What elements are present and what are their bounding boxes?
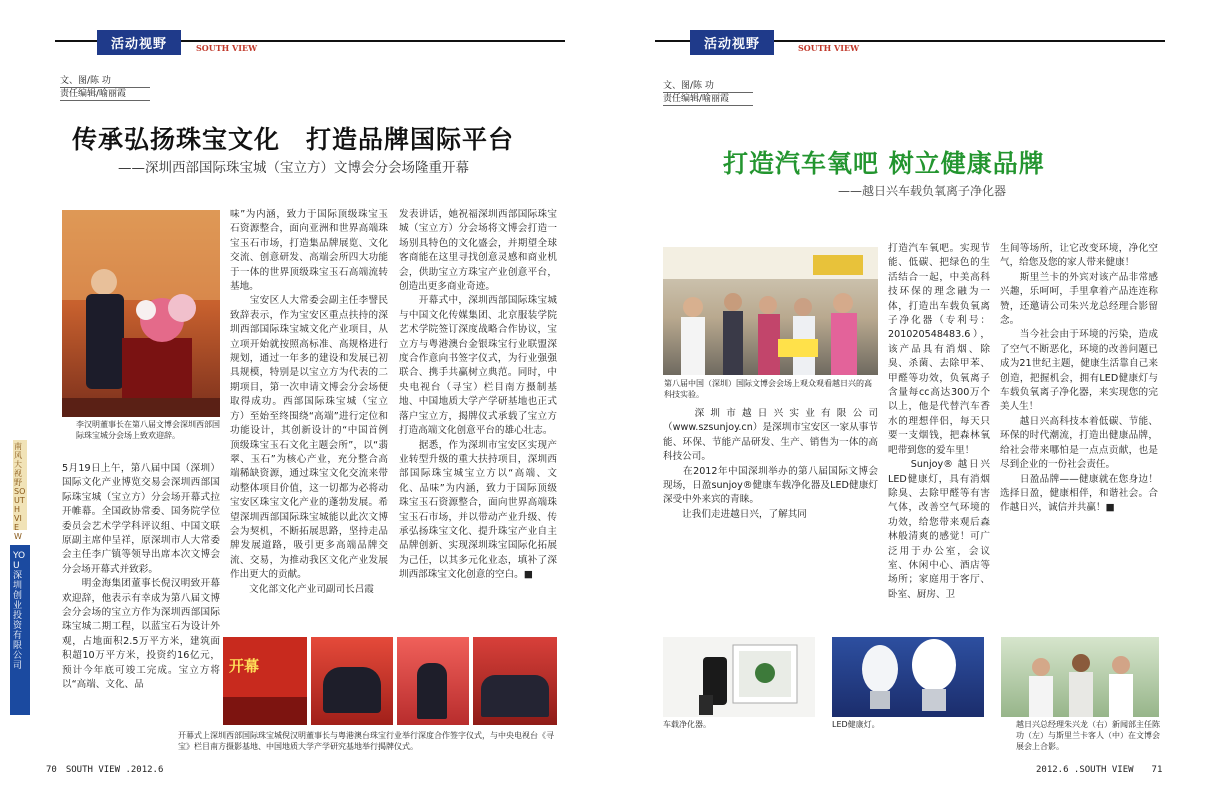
right-column-1: 深圳市越日兴实业有限公司（www.szsunjoy.cn）是深圳市宝安区一家从事节能、环保、节能产品研发、生产、销售为一体的高科技公司。 在2012年中国深圳举办的第八届国际文博会现场，日盈sunjoy®健康车载净化器及LED健康灯深受中外来宾的青睐。 让我们走进越日兴，了解其同 <box>663 408 878 520</box>
left-photo-unveiling <box>397 637 469 725</box>
left-banner-stage <box>223 697 307 725</box>
left-photo-plaque <box>473 637 557 725</box>
left-column-1: 5月19日上午，第八届中国（深圳）国际文化产业博览交易会深圳西部国际珠宝城（宝立方）分会场开幕式拉开帷幕。全国政协常委、国务院学位委员会艺术学学科评议组、中国文联原副主席仲呈祥，原深圳市人大常委会主任李广镇等领导出席本次文博会分会场开幕式并致彩。 明金海集团董事长倪汉明致开幕欢迎辞，他表示有幸成为第八届文博会分会场的宝立方作为深圳西部国际珠宝城二期工程，以蓝宝石为设计外观，占地面积2.5万平方米，建筑面积超10万平方米，投资约16亿元，预计今年底可竣工完成。宝立方将以“高端、文化、品 <box>62 463 220 691</box>
exhibition-crowd-graphic <box>663 247 878 375</box>
right-credit-author: 文、图/陈 功 <box>663 80 753 93</box>
left-plaque-group <box>481 675 549 717</box>
speaker-scene-graphic <box>62 210 220 417</box>
right-magazine-name: SOUTH VIEW <box>798 43 860 53</box>
left-side-tab-label: 南风大视野 SOUTH VIEW <box>14 442 26 541</box>
left-credits <box>60 75 150 101</box>
left-section-tag: 活动视野 <box>97 30 181 55</box>
left-photo-ceremony-banner <box>223 637 307 725</box>
left-photo-speaker <box>62 210 220 417</box>
left-unveiling-figure <box>417 663 447 719</box>
left-column-3: 发表讲话，她祝福深圳西部国际珠宝城（宝立方）分会场将文博会打造一场别具特色的文化盛会，并期望全球客商能在这里寻找创意灵感和商业机会，供助宝立方珠宝产业创意平台，创造出更多商业奇迹。 开幕式中，深圳西部国际珠宝城与中国文化传媒集团、北京服装学院艺术学院签订深度战略合作协议，宝立方与粤港澳台金银珠宝行业联盟深度合作意向书签字仪式，为行业强强联合、携手共赢树立典范。同时，中央电视台（寻宝）栏目南方摄制基地、中国地质大学产学研基地也正式落户宝立方，揭牌仪式承载了宝立方打造高端文化创意平台的雄心壮志。 据悉，作为深圳市宝安区实现产业转型升级的重大扶持项目，深圳西部国际珠宝城宝立方以“高端、文化、品味”为内涵，致力于国际顶级珠宝玉石资源整合，面向世界高端珠宝玉石市场，并以带动产业升级、传承弘扬珠宝文化、提升珠宝产业自主品牌创新、实现深圳珠宝国际化拓展为己任，以其多元化业态，填补了深圳西部珠宝文化创意的空白。■ <box>399 209 557 581</box>
left-side-logo <box>10 545 30 715</box>
right-credit-editor: 责任编辑/喻丽霞 <box>663 93 753 106</box>
left-subtitle: ——深圳西部国际珠宝城（宝立方）文博会分会场隆重开幕 <box>118 160 469 176</box>
right-photo-exhibition-caption: 第八届中国（深圳）国际文博会会场上观众观看越日兴的高科技实验。 <box>664 379 872 399</box>
left-photo-signing <box>311 637 393 725</box>
purifier-product-graphic <box>663 637 815 717</box>
left-credit-editor: 责任编辑/喻丽霞 <box>60 88 150 101</box>
right-photo-purifier <box>663 637 815 717</box>
left-magazine-name: SOUTH VIEW <box>196 43 258 53</box>
right-section-tag: 活动视野 <box>690 30 774 55</box>
right-subtitle: ——越日兴车载负氧离子净化器 <box>838 184 1007 198</box>
left-side-tab <box>13 440 27 541</box>
left-signing-people <box>323 667 381 713</box>
left-column-2: 味”为内涵，致力于国际顶级珠宝玉石资源整合，面向亚洲和世界高端珠宝玉石市场，打造集品牌展览、文化交流、创意研发、高端会所四大功能于一体的世界顶级珠宝玉石高端流转基地。 宝安区人大常委会副主任李譬民致辞表示，作为宝安区重点扶持的深圳西部国际珠宝城文化产业项目，从立项开始就按照高标准、高规格进行规划，通过一年多的建设和发展已初具规模，特别是以宝立方为代表的二期项目，第一次申请文博会分会场便取得成功。西部国际珠宝城（宝立方）至始至终围绕“高端”进行定位和功能设计，其创新设计的“中国首例顶级珠宝玉石文化主题会所”，以“翡翠、玉石”为核心产业，充分整合高端稀缺资源，通过珠宝文化交流来带动整体项目价值，这一切都为必将动宝安区珠宝文化产业的蓬勃发展。希望深圳西部国际珠宝城能以此次文博会为契机，不断拓展思路，坚持走品牌发展道路，吸引更多高端品牌交流、交易，为推动我区文化产业发展作出更大的贡献。 文化部文化产业司副司长吕霞 <box>230 209 388 595</box>
right-cap-meeting: 越日兴总经理朱兴龙（右）新闻部主任陈功（左）与斯里兰卡客人（中）在文博会展会上合影。 <box>1016 720 1160 751</box>
right-column-3: 生间等场所，让它改变环境，净化空气，给您及您的家人带来健康！ 斯里兰卡的外宾对该产品非常感兴趣，乐呵呵，手里拿着产品连连称赞，还邀请公司朱兴龙总经理合影留念。 当今社会由于环境的污染，造成了空气不断恶化，环境的改善问题已成为21世纪主题，健康生活靠自己来创造，把握机会，拥有LED健康灯与车载负氧离子净化器，来实现您的完美人生！ 越日兴高科技本着低碳、节能、环保的时代潮流，打造出健康品牌，给社会带来哪怕是一点点贡献，也是尽到企业的一份社会责任。 日盈品牌——健康就在您身边！选择日盈，健康相伴，和谐社会。合作越日兴，诚信并共赢！■ <box>1000 243 1158 514</box>
right-cap-purifier: 车载净化器。 <box>663 720 711 729</box>
right-cap-led: LED健康灯。 <box>832 720 880 729</box>
left-photo-speaker-caption: 李汉明董事长在第八届文博会深圳西部国际珠宝城分会场上致欢迎辞。 <box>76 420 220 440</box>
left-banner-label: 开幕 <box>229 657 260 675</box>
right-photo-led-lamps <box>832 637 984 717</box>
left-title: 传承弘扬珠宝文化 打造品牌国际平台 <box>72 125 515 154</box>
left-side-logo-text: YOU 深圳创业投资有限公司 <box>13 551 26 671</box>
left-page-footer: 70 SOUTH VIEW .2012.6 <box>46 765 164 775</box>
right-column-2: 打造汽车氧吧。实现节能、低碳、把绿色的生活结合一起，中美高科技环保的理念融为一体，打造出车载负氧离子净化器（专利号：201020548483.6），该产品具有消烟、除臭、杀菌、去除甲苯、甲醛等功效，负氧离子含量每cc高达300万个以上，他是代替汽车香水的理想伴侣，每天只要一支烟钱，把森林氧吧带到您的爱车里！ Sunjoy® 越日兴LED健康灯，具有消烟除臭、去除甲醛等有害气体，改善空气环境的功效，给您带来观后森林般清爽的感觉！可广泛用于办公室，会议室、休闲中心、酒店等场所；家庭用于客厅、卧室、厨房、卫 <box>888 243 990 600</box>
left-photo-strip-caption: 开幕式上深圳西部国际珠宝城倪汉明董事长与粤港澳台珠宝行业举行深度合作签字仪式，与中央电视台《寻宝》栏目南方摄影基地、中国地质大学产学研究基地举行揭牌仪式。 <box>178 731 554 751</box>
led-lamp-graphic <box>832 637 984 717</box>
left-credit-author: 文、图/陈 功 <box>60 75 150 88</box>
right-photo-exhibition <box>663 247 878 375</box>
meeting-group-graphic <box>1001 637 1159 717</box>
right-photo-meeting <box>1001 637 1159 717</box>
right-credits <box>663 80 753 106</box>
right-title: 打造汽车氧吧 树立健康品牌 <box>723 149 1045 178</box>
right-page-footer: 2012.6 .SOUTH VIEW 71 <box>1036 765 1163 775</box>
